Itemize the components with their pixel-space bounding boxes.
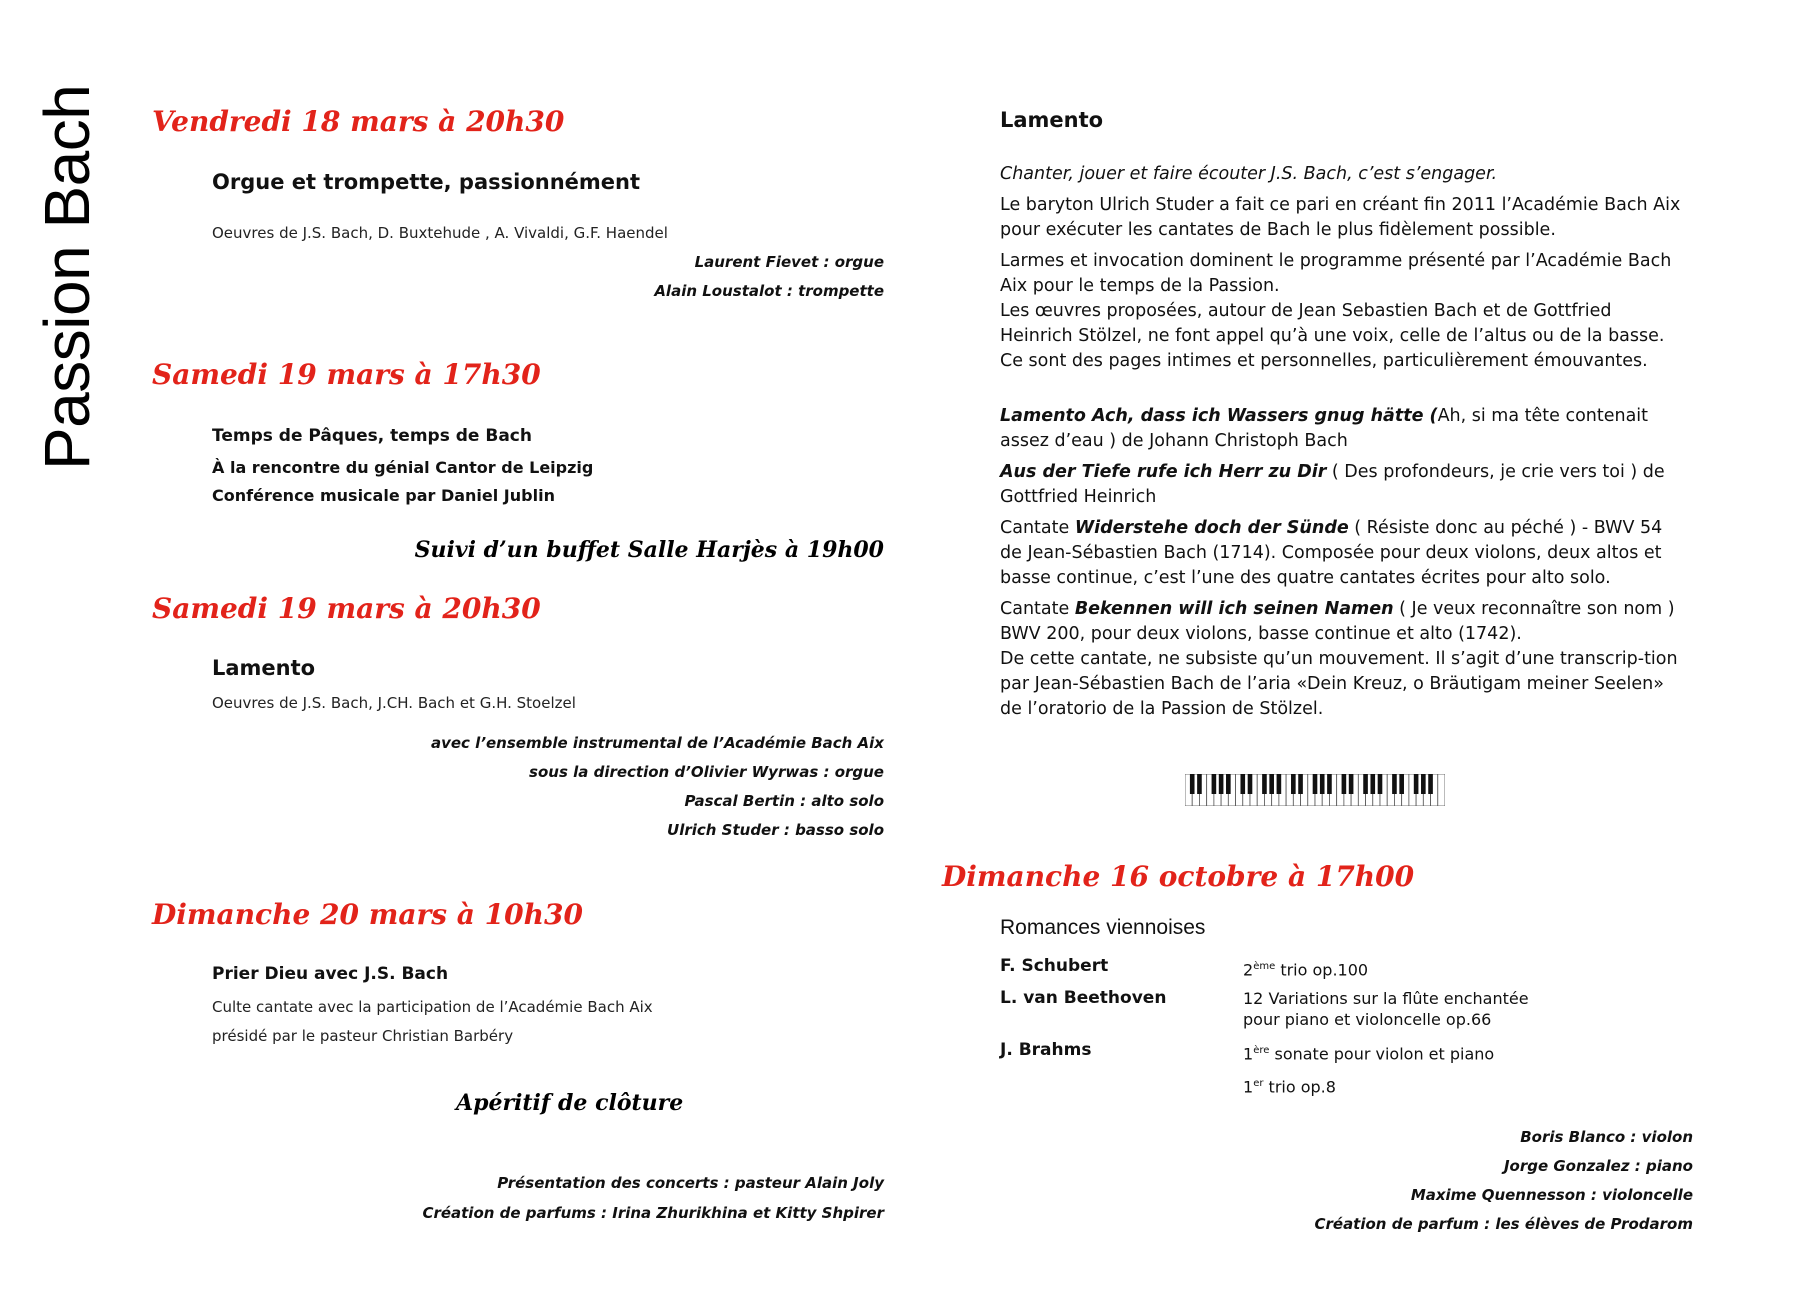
program-desc-3: 1ère sonate pour violon et piano — [1243, 1044, 1495, 1064]
black-key — [1428, 774, 1433, 794]
black-key — [1327, 774, 1332, 794]
performer-credit-3: Maxime Quennesson : violoncelle — [1410, 1186, 1693, 1204]
black-key — [1219, 774, 1224, 794]
event-title-1: Orgue et trompette, passionnément — [212, 170, 641, 194]
black-key — [1320, 774, 1325, 794]
black-key — [1190, 774, 1195, 794]
work-2-desc: ( Des profondeurs, je crie vers toi ) de Gottfried Heinrich — [1000, 462, 1665, 507]
work-4-note: De cette cantate, ne subsiste qu’un mouvement. Il s’agit d’une transcrip-tion par Jean-Sébastien Bach de l’aria «Dein Kreuz, o Bräutigam meiner Seelen» de l’oratorio de la Passion de Stölzel. — [1000, 649, 1678, 719]
performer-credit-2: Jorge Gonzalez : piano — [1503, 1157, 1693, 1175]
work-2-title: Aus der Tiefe rufe ich Herr zu Dir — [1000, 462, 1327, 482]
closing-credit-a: Présentation des concerts : pasteur Alain Joly — [497, 1174, 884, 1192]
piano-keyboard-icon — [1185, 774, 1445, 806]
lamento-paragraph-2b: Les œuvres proposées, autour de Jean Sebastien Bach et de Gottfried Heinrich Stölzel, ne font appel qu’à une voix, celle de l’altus ou de la basse. — [1000, 301, 1665, 346]
event-credit-3b: sous la direction d’Olivier Wyrwas : orgue — [529, 763, 884, 781]
black-key — [1212, 774, 1217, 794]
composer-1: F. Schubert — [1000, 956, 1109, 976]
event-works-3: Oeuvres de J.S. Bach, J.CH. Bach et G.H. Stoelzel — [212, 694, 576, 712]
black-key — [1262, 774, 1267, 794]
program-desc-1: 2ème trio op.100 — [1243, 960, 1369, 980]
event-sub-2b: Conférence musicale par Daniel Jublin — [212, 486, 555, 505]
event-date-5: Dimanche 16 octobre à 17h00 — [942, 860, 1415, 893]
black-key — [1414, 774, 1419, 794]
program-desc-4: 1er trio op.8 — [1243, 1077, 1336, 1097]
black-key — [1269, 774, 1274, 794]
event-title-4: Prier Dieu avec J.S. Bach — [212, 964, 449, 984]
event-credit-1a: Laurent Fievet : orgue — [694, 253, 884, 271]
black-key — [1363, 774, 1368, 794]
event-sub-4b: présidé par le pasteur Christian Barbéry — [212, 1027, 514, 1045]
black-key — [1399, 774, 1404, 794]
event-works-1: Oeuvres de J.S. Bach, D. Buxtehude , A. Vivaldi, G.F. Haendel — [212, 224, 668, 242]
black-key — [1197, 774, 1202, 794]
work-3-prefix: Cantate — [1000, 518, 1075, 538]
work-3-desc: ( Résiste donc au péché ) - BWV 54 de Jean-Sébastien Bach (1714). Composée pour deux violons, deux altos et basse continue, c’est l’une des quatre cantates écrites pour alto solo. — [1000, 518, 1663, 588]
event-title-2: Temps de Pâques, temps de Bach — [212, 426, 532, 446]
event-date-3: Samedi 19 mars à 20h30 — [152, 592, 541, 625]
lamento-lead: Chanter, jouer et faire écouter J.S. Bach, c’est s’engager. — [1000, 164, 1498, 184]
black-key — [1240, 774, 1245, 794]
event-credit-3d: Ulrich Studer : basso solo — [667, 821, 884, 839]
black-key — [1313, 774, 1318, 794]
work-1-title: Lamento Ach, dass ich Wassers gnug hätte ( — [1000, 406, 1438, 426]
work-4-desc: ( Je veux reconnaître son nom ) BWV 200, pour deux violons, basse continue et alto (1742). — [1000, 599, 1675, 644]
work-4-prefix: Cantate — [1000, 599, 1075, 619]
work-4-title: Bekennen will ich seinen Namen — [1074, 599, 1394, 619]
work-1-desc: Ah, si ma tête contenait assez d’eau ) de Johann Christoph Bach — [1000, 406, 1649, 451]
event-credit-3c: Pascal Bertin : alto solo — [684, 792, 884, 810]
aperitif-note: Apéritif de clôture — [456, 1090, 684, 1116]
work-3-title: Widerstehe doch der Sünde — [1074, 518, 1349, 538]
lamento-paragraph-1: Le baryton Ulrich Studer a fait ce pari en créant fin 2011 l’Académie Bach Aix pour exécuter les cantates de Bach le plus fidèlement possible. — [1000, 195, 1681, 240]
black-key — [1392, 774, 1397, 794]
event-date-4: Dimanche 20 mars à 10h30 — [152, 898, 583, 931]
event-title-5: Romances viennoises — [1000, 916, 1206, 939]
black-key — [1342, 774, 1347, 794]
program-desc-2: 12 Variations sur la flûte enchantée pour piano et violoncelle op.66 — [1243, 989, 1529, 1029]
composer-2: L. van Beethoven — [1000, 988, 1167, 1008]
black-key — [1226, 774, 1231, 794]
black-key — [1248, 774, 1253, 794]
lamento-text — [1000, 162, 1682, 728]
white-key — [1438, 774, 1445, 806]
black-key — [1378, 774, 1383, 794]
lamento-title: Lamento — [1000, 108, 1104, 132]
black-key — [1370, 774, 1375, 794]
black-key — [1298, 774, 1303, 794]
event-credit-3a: avec l’ensemble instrumental de l’Académie Bach Aix — [430, 734, 884, 752]
event-sub-2a: À la rencontre du génial Cantor de Leipzig — [212, 458, 594, 477]
event-credit-1b: Alain Loustalot : trompette — [654, 282, 884, 300]
black-key — [1349, 774, 1354, 794]
closing-credit-b: Création de parfums : Irina Zhurikhina et Kitty Shpirer — [422, 1204, 884, 1222]
event-title-3: Lamento — [212, 656, 316, 680]
black-key — [1291, 774, 1296, 794]
composer-3: J. Brahms — [1000, 1040, 1092, 1060]
black-key — [1421, 774, 1426, 794]
lamento-paragraph-2a: Larmes et invocation dominent le programme présenté par l’Académie Bach Aix pour le temps de la Passion. — [1000, 251, 1672, 296]
performer-credit-1: Boris Blanco : violon — [1520, 1128, 1693, 1146]
event-date-1: Vendredi 18 mars à 20h30 — [152, 105, 565, 138]
buffet-note: Suivi d’un buffet Salle Harjès à 19h00 — [414, 537, 884, 563]
event-date-2: Samedi 19 mars à 17h30 — [152, 358, 541, 391]
event-sub-4a: Culte cantate avec la participation de l’Académie Bach Aix — [212, 998, 653, 1016]
black-key — [1277, 774, 1282, 794]
page-title-vertical: Passion Bach — [31, 84, 103, 470]
lamento-paragraph-2c: Ce sont des pages intimes et personnelles, particulièrement émouvantes. — [1000, 351, 1648, 371]
performer-credit-4: Création de parfum : les élèves de Prodarom — [1314, 1215, 1693, 1233]
